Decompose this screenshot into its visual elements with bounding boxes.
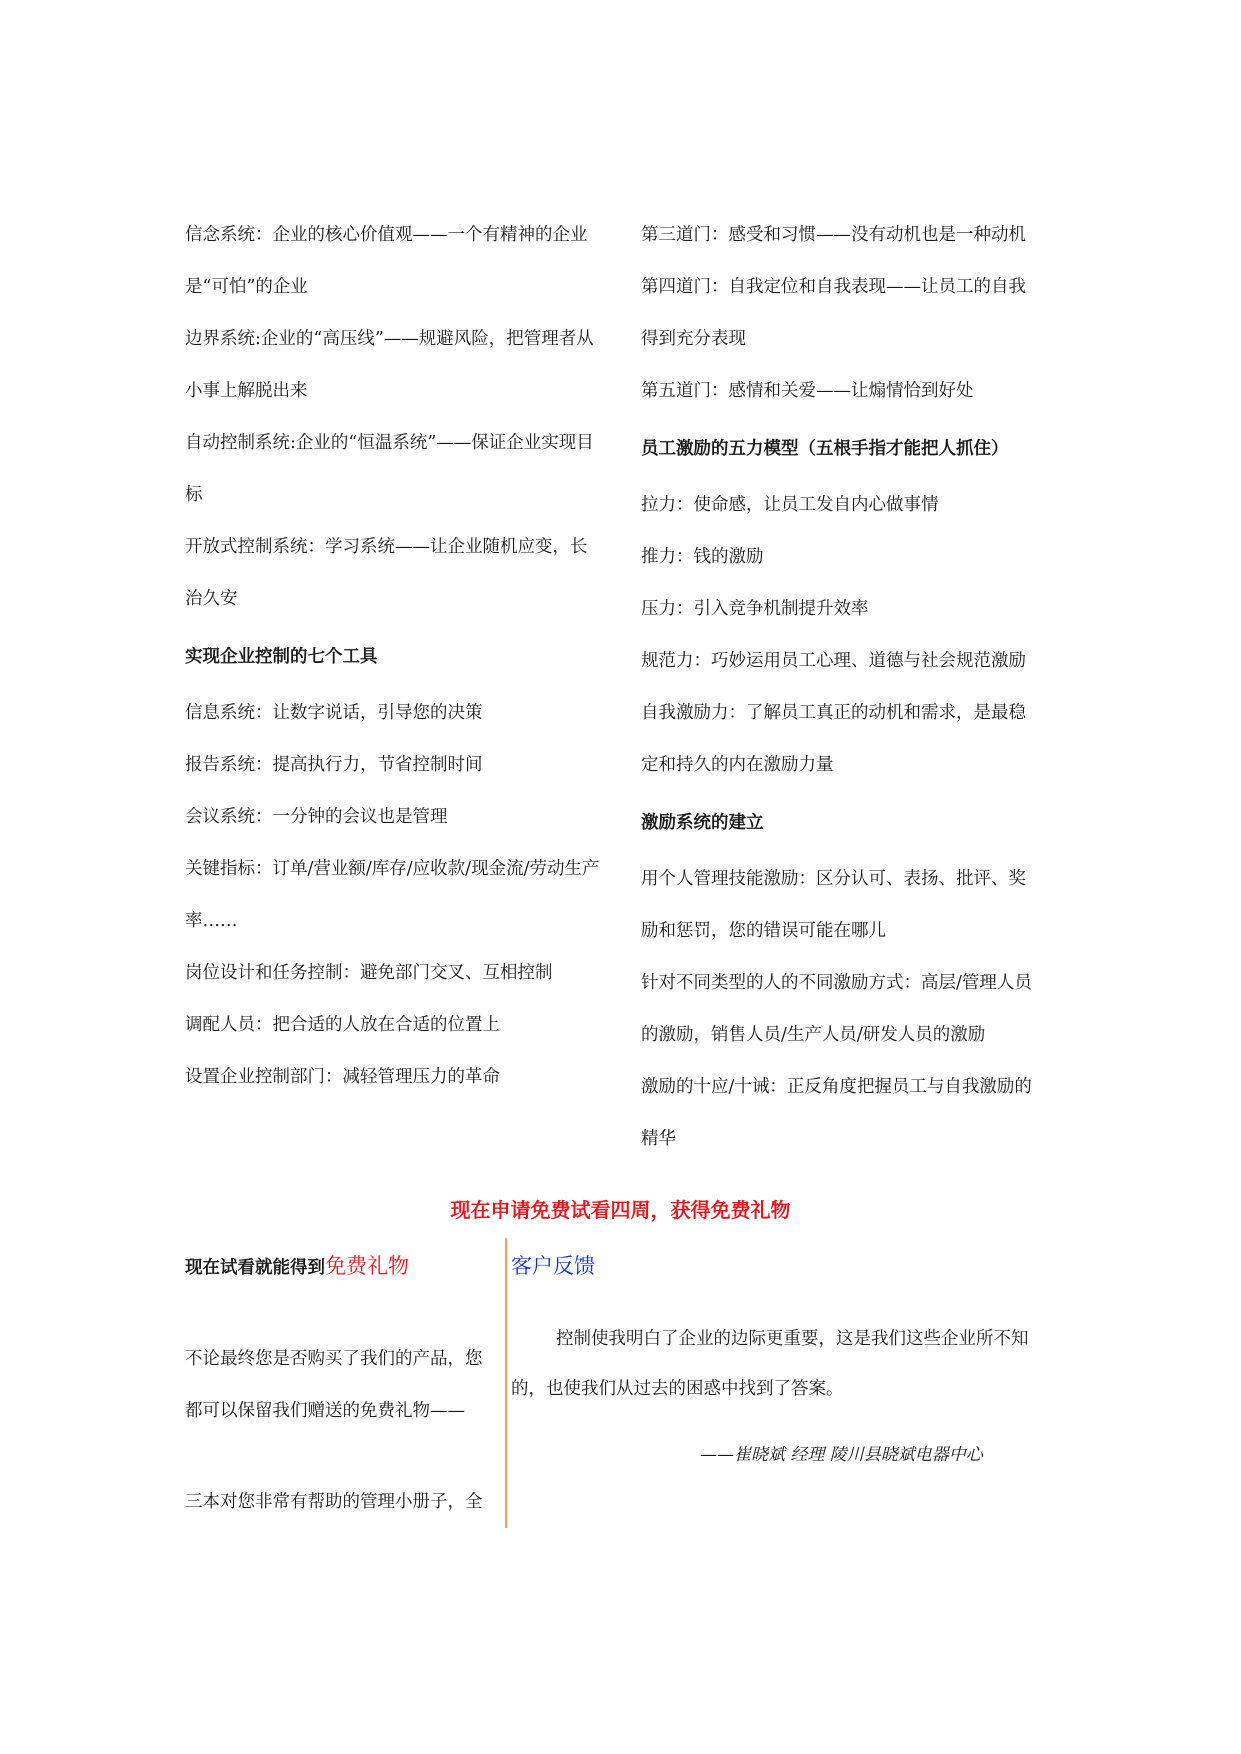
system-item: 激励的十应/十诫：正反角度把握员工与自我激励的 — [641, 1077, 1032, 1097]
tool-item-cont: 率…… — [185, 911, 238, 931]
open-control-line: 开放式控制系统：学习系统——让企业随机应变，长 — [185, 537, 588, 557]
gift-title-prefix: 现在试看就能得到 — [185, 1258, 325, 1278]
force-item-cont: 定和持久的内在激励力量 — [641, 755, 834, 775]
boundary-system-line-cont: 小事上解脱出来 — [185, 381, 308, 401]
gift-title-highlight: 免费礼物 — [325, 1254, 409, 1278]
third-door-line: 第三道门：感受和习惯——没有动机也是一种动机 — [641, 225, 1026, 245]
fifth-door-line: 第五道门：感情和关爱——让煽情恰到好处 — [641, 381, 974, 401]
force-item: 自我激励力：了解员工真正的动机和需求，是最稳 — [641, 703, 1026, 723]
feedback-quote-line: 控制使我明白了企业的边际更重要，这是我们这些企业所不知 — [556, 1329, 1029, 1349]
force-item: 拉力：使命感，让员工发自内心做事情 — [641, 495, 939, 515]
open-control-line-cont: 治久安 — [185, 589, 238, 609]
feedback-signature: ——崔晓斌 经理 陵川县晓斌电器中心 — [700, 1445, 983, 1465]
five-force-heading: 员工激励的五力模型（五根手指才能把人抓住） — [641, 439, 1009, 459]
left-column — [185, 209, 625, 1103]
tools-heading: 实现企业控制的七个工具 — [185, 647, 378, 667]
system-item-cont: 的激励，销售人员/生产人员/研发人员的激励 — [641, 1025, 986, 1045]
promo-banner: 现在申请免费试看四周，获得免费礼物 — [450, 1198, 791, 1222]
system-item: 针对不同类型的人的不同激励方式：高层/管理人员 — [641, 973, 1032, 993]
feedback-title: 客户反馈 — [511, 1254, 595, 1278]
gift-text-line: 都可以保留我们赠送的免费礼物—— — [185, 1401, 465, 1421]
force-item: 推力：钱的激励 — [641, 547, 764, 567]
boundary-system-line: 边界系统:企业的“高压线”——规避风险，把管理者从 — [185, 329, 594, 349]
system-item-cont: 精华 — [641, 1129, 676, 1149]
tool-item: 会议系统：一分钟的会议也是管理 — [185, 807, 448, 827]
tool-item: 报告系统：提高执行力，节省控制时间 — [185, 755, 483, 775]
auto-control-line: 自动控制系统:企业的“恒温系统”——保证企业实现目 — [185, 433, 594, 453]
fourth-door-line: 第四道门：自我定位和自我表现——让员工的自我 — [641, 277, 1026, 297]
gift-text-line: 三本对您非常有帮助的管理小册子，全 — [185, 1492, 483, 1512]
force-item: 压力：引入竞争机制提升效率 — [641, 599, 869, 619]
system-item-cont: 励和惩罚，您的错误可能在哪儿 — [641, 921, 886, 941]
auto-control-line-cont: 标 — [185, 485, 203, 505]
belief-system-line-cont: 是“可怕”的企业 — [185, 277, 308, 297]
right-column — [641, 209, 1071, 1165]
tool-item: 设置企业控制部门：减轻管理压力的革命 — [185, 1067, 500, 1087]
fourth-door-line-cont: 得到充分表现 — [641, 329, 746, 349]
section-divider — [505, 1238, 507, 1528]
gift-title — [185, 1250, 409, 1280]
system-item: 用个人管理技能激励：区分认可、表扬、批评、奖 — [641, 869, 1026, 889]
tool-item: 信息系统：让数字说话，引导您的决策 — [185, 703, 483, 723]
gift-text-line: 不论最终您是否购买了我们的产品，您 — [185, 1349, 483, 1369]
belief-system-line: 信念系统：企业的核心价值观——一个有精神的企业 — [185, 225, 588, 245]
incentive-system-heading: 激励系统的建立 — [641, 813, 764, 833]
tool-item: 关键指标：订单/营业额/库存/应收款/现金流/劳动生产 — [185, 859, 600, 879]
tool-item: 调配人员：把合适的人放在合适的位置上 — [185, 1015, 500, 1035]
tool-item: 岗位设计和任务控制：避免部门交叉、互相控制 — [185, 963, 553, 983]
force-item: 规范力：巧妙运用员工心理、道德与社会规范激励 — [641, 651, 1026, 671]
feedback-quote-line: 的，也使我们从过去的困惑中找到了答案。 — [511, 1379, 844, 1399]
